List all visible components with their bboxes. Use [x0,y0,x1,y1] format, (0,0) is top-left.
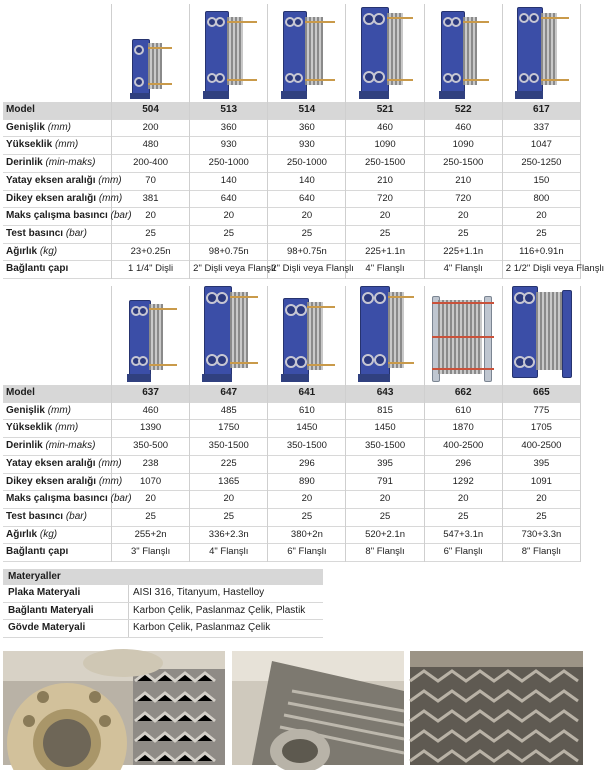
spec-value: 25 [190,508,268,526]
spec-value: 1292 [424,473,502,491]
spec-table-2 [3,286,581,562]
exchanger-image-662 [424,286,502,385]
row-label-name: Maks çalışma basıncı [6,493,108,505]
spec-row [3,155,581,173]
photo-flange-plates [3,651,225,765]
exchanger-image-504 [112,4,190,102]
row-label [3,438,112,456]
row-label: Model [3,385,112,402]
spec-rows-1 [3,119,604,278]
row-label [3,190,123,208]
spec-value: 20 [112,208,190,226]
spec-value: 460 [112,402,190,420]
spec-value: 485 [190,402,268,420]
spec-value: 380+2n [268,526,346,544]
spec-row [3,261,581,279]
spec-value: 460 [424,119,502,137]
spec-value: 25 [268,508,346,526]
spec-value: 98+0.75n [190,243,268,261]
materials-table [3,569,323,638]
row-label-name: Test basıncı [6,510,64,522]
exchanger-image-641 [268,286,346,385]
row-label [3,208,132,226]
spec-value: 730+3.3n [502,526,580,544]
spec-value: 8" Flanşlı [346,544,424,562]
row-label-unit: (mm) [98,174,122,186]
model-row [3,102,581,119]
spec-value: 20 [424,208,502,226]
model-cell: 513 [190,102,268,119]
spec-value: 200-400 [112,155,190,173]
spec-value: 610 [424,402,502,420]
spec-row [3,544,581,562]
material-label: Plaka Materyali [8,587,81,598]
spec-row [3,225,581,243]
material-row [3,620,323,638]
spec-value: 255+2n [112,526,190,544]
model-cell: 641 [268,385,346,402]
spec-value: 890 [268,473,346,491]
spec-row [3,137,581,155]
materials-title: Materyaller [3,569,323,585]
spec-value: 210 [424,172,502,190]
spec-value: 140 [268,172,346,190]
spec-value: 2" Dişli veya Flanşlı [190,261,268,279]
spec-value: 4" Flanşlı [424,261,502,279]
row-label-unit: (mm) [98,192,123,204]
spec-value: 350-1500 [346,438,424,456]
exchanger-image-617 [502,4,580,102]
spec-value: 930 [268,137,346,155]
row-label-name: Genişlik [6,121,45,133]
spec-value: 25 [346,225,424,243]
spec-value: 395 [502,455,580,473]
spec-value: 20 [190,208,268,226]
spec-value: 3" Flanşlı [112,544,190,562]
spec-value: 360 [190,119,268,137]
spec-value: 720 [346,190,424,208]
material-label: Bağlantı Materyali [8,604,94,616]
row-label [3,155,112,173]
spec-value: 2" Dişli veya Flanşlı [268,261,346,279]
spec-value: 23+0.25n [112,243,190,261]
row-label-unit: (mm) [98,457,122,469]
row-label-name: Bağlantı çapı [6,546,69,558]
model-cell: 504 [112,102,190,119]
spec-value: 400-2500 [502,438,580,456]
material-row [3,585,323,603]
row-label-unit: (mm) [47,121,72,133]
exchanger-image-513 [190,4,268,102]
spec-value: 25 [268,225,346,243]
spec-value: 1365 [190,473,268,491]
model-row [3,385,581,402]
row-label-unit: (bar) [110,210,132,222]
spec-value: 6" Flanşlı [424,544,502,562]
exchanger-image-637 [112,286,190,385]
spec-value: 4" Flanşlı [346,261,424,279]
spec-value: 1 1/4" Dişli [112,261,190,279]
row-label-unit: (mm) [54,422,79,434]
row-label: Model [3,102,112,119]
spec-row [3,491,581,509]
spec-value: 381 [112,190,190,208]
spec-row [3,402,581,420]
spec-value: 250-1250 [502,155,580,173]
row-label-unit: (min-maks) [45,440,96,452]
spec-value: 25 [112,508,190,526]
row-label-unit: (bar) [110,493,132,505]
spec-row [3,438,581,456]
row-label-name: Yükseklik [6,422,53,434]
spec-value: 8" Flanşlı [502,544,580,562]
spec-value: 1091 [502,473,580,491]
model-cell: 665 [502,385,580,402]
spec-value: 1070 [112,473,190,491]
spec-value: 25 [502,225,580,243]
spec-value: 520+2.1n [346,526,424,544]
row-label-unit: (mm) [47,404,72,416]
row-label-unit: (kg) [39,528,58,540]
row-label [3,225,112,243]
material-row [3,603,323,621]
spec-value: 238 [112,455,190,473]
spec-value: 25 [346,508,424,526]
model-cell: 514 [268,102,346,119]
spec-value: 25 [190,225,268,243]
spec-value: 4" Flanşlı [190,544,268,562]
spec-value: 250-1000 [268,155,346,173]
row-label [3,402,112,420]
row-label-name: Test basıncı [6,227,64,239]
row-label-unit: (bar) [65,227,87,239]
spec-value: 20 [346,491,424,509]
spec-value: 480 [112,137,190,155]
material-label: Gövde Materyali [8,622,86,633]
exchanger-image-643 [346,286,424,385]
row-label-unit: (mm) [98,475,123,487]
row-label [3,137,112,155]
spec-value: 930 [190,137,268,155]
row-label [3,508,112,526]
row-label-name: Derinlik [6,157,43,169]
spec-value: 350-1500 [268,438,346,456]
spec-value: 225+1.1n [424,243,502,261]
photo-port-detail [232,651,404,765]
spec-value: 225 [190,455,268,473]
spec-value: 6" Flanşlı [268,544,346,562]
spec-value: 20 [502,491,580,509]
spec-value: 800 [502,190,580,208]
row-label [3,544,112,562]
spec-value: 610 [268,402,346,420]
row-label [3,455,122,473]
spec-row [3,508,581,526]
spec-row [3,119,581,137]
row-label-name: Dikey eksen aralığı [6,192,97,204]
spec-value: 2 1/2" Dişli veya Flanşlı [502,261,580,279]
spec-row [3,243,581,261]
material-value: Karbon Çelik, Paslanmaz Çelik [128,620,323,637]
model-cell: 617 [502,102,580,119]
spec-row [3,208,581,226]
row-label-name: Ağırlık [6,245,38,257]
model-cell: 662 [424,385,502,402]
exchanger-image-665 [502,286,580,385]
row-label-unit: (bar) [65,510,87,522]
spec-value: 775 [502,402,580,420]
row-label-unit: (kg) [39,245,58,257]
model-cell: 521 [346,102,424,119]
spec-value: 20 [112,491,190,509]
photo-plate-pattern [410,651,583,765]
spec-value: 200 [112,119,190,137]
spec-value: 20 [268,491,346,509]
model-cell: 643 [346,385,424,402]
spec-value: 350-1500 [190,438,268,456]
spec-value: 1390 [112,420,190,438]
spec-value: 720 [424,190,502,208]
model-cell: 637 [112,385,190,402]
exchanger-image-647 [190,286,268,385]
model-cell: 522 [424,102,502,119]
row-label-name: Yatay eksen aralığı [6,174,96,186]
row-label-name: Maks çalışma basıncı [6,210,108,222]
spec-value: 20 [502,208,580,226]
spec-value: 20 [346,208,424,226]
spec-value: 1450 [268,420,346,438]
spec-row [3,172,581,190]
spec-value: 25 [424,225,502,243]
spec-value: 250-1500 [424,155,502,173]
row-label-name: Dikey eksen aralığı [6,475,97,487]
spec-value: 210 [346,172,424,190]
row-label-unit: (min-maks) [45,157,96,169]
row-label-name: Ağırlık [6,528,38,540]
exchanger-image-522 [424,4,502,102]
spec-value: 360 [268,119,346,137]
row-label [3,473,123,491]
spec-value: 1870 [424,420,502,438]
spec-value: 150 [502,172,580,190]
spec-value: 25 [424,508,502,526]
spec-value: 640 [190,190,268,208]
spec-row [3,190,581,208]
spec-value: 98+0.75n [268,243,346,261]
spec-value: 1450 [346,420,424,438]
spec-value: 250-1500 [346,155,424,173]
spec-value: 20 [190,491,268,509]
spec-rows-2 [3,402,581,561]
spec-value: 815 [346,402,424,420]
row-label [3,119,112,137]
spec-value: 640 [268,190,346,208]
exchanger-image-514 [268,4,346,102]
row-label-name: Yatay eksen aralığı [6,457,96,469]
spec-value: 140 [190,172,268,190]
spec-value: 336+2.3n [190,526,268,544]
spec-value: 250-1000 [190,155,268,173]
material-value: AISI 316, Titanyum, Hastelloy [128,585,323,602]
model-cell: 647 [190,385,268,402]
spec-value: 1090 [346,137,424,155]
spec-value: 225+1.1n [346,243,424,261]
spec-value: 460 [346,119,424,137]
material-value: Karbon Çelik, Paslanmaz Çelik, Plastik [128,603,323,620]
row-label [3,526,112,544]
row-label-unit: (mm) [54,139,79,151]
spec-value: 1750 [190,420,268,438]
spec-value: 1047 [502,137,580,155]
spec-value: 296 [268,455,346,473]
spec-value: 547+3.1n [424,526,502,544]
spec-value: 1705 [502,420,580,438]
spec-row [3,526,581,544]
spec-value: 20 [424,491,502,509]
spec-table-1 [3,4,604,279]
spec-row [3,455,581,473]
spec-value: 70 [112,172,190,190]
spec-value: 395 [346,455,424,473]
spec-value: 116+0.91n [502,243,580,261]
row-label-name: Genişlik [6,404,45,416]
exchanger-image-521 [346,4,424,102]
spec-value: 400-2500 [424,438,502,456]
row-label [3,172,122,190]
spec-value: 791 [346,473,424,491]
row-label [3,261,112,279]
row-label-name: Derinlik [6,440,43,452]
spec-value: 25 [502,508,580,526]
spec-value: 1090 [424,137,502,155]
spec-value: 25 [112,225,190,243]
spec-row [3,473,581,491]
row-label [3,491,132,509]
spec-value: 20 [268,208,346,226]
spec-value: 350-500 [112,438,190,456]
row-label [3,420,112,438]
spec-row [3,420,581,438]
row-label-name: Yükseklik [6,139,53,151]
row-label-name: Bağlantı çapı [6,263,69,275]
spec-value: 337 [502,119,580,137]
row-label [3,243,112,261]
spec-value: 296 [424,455,502,473]
